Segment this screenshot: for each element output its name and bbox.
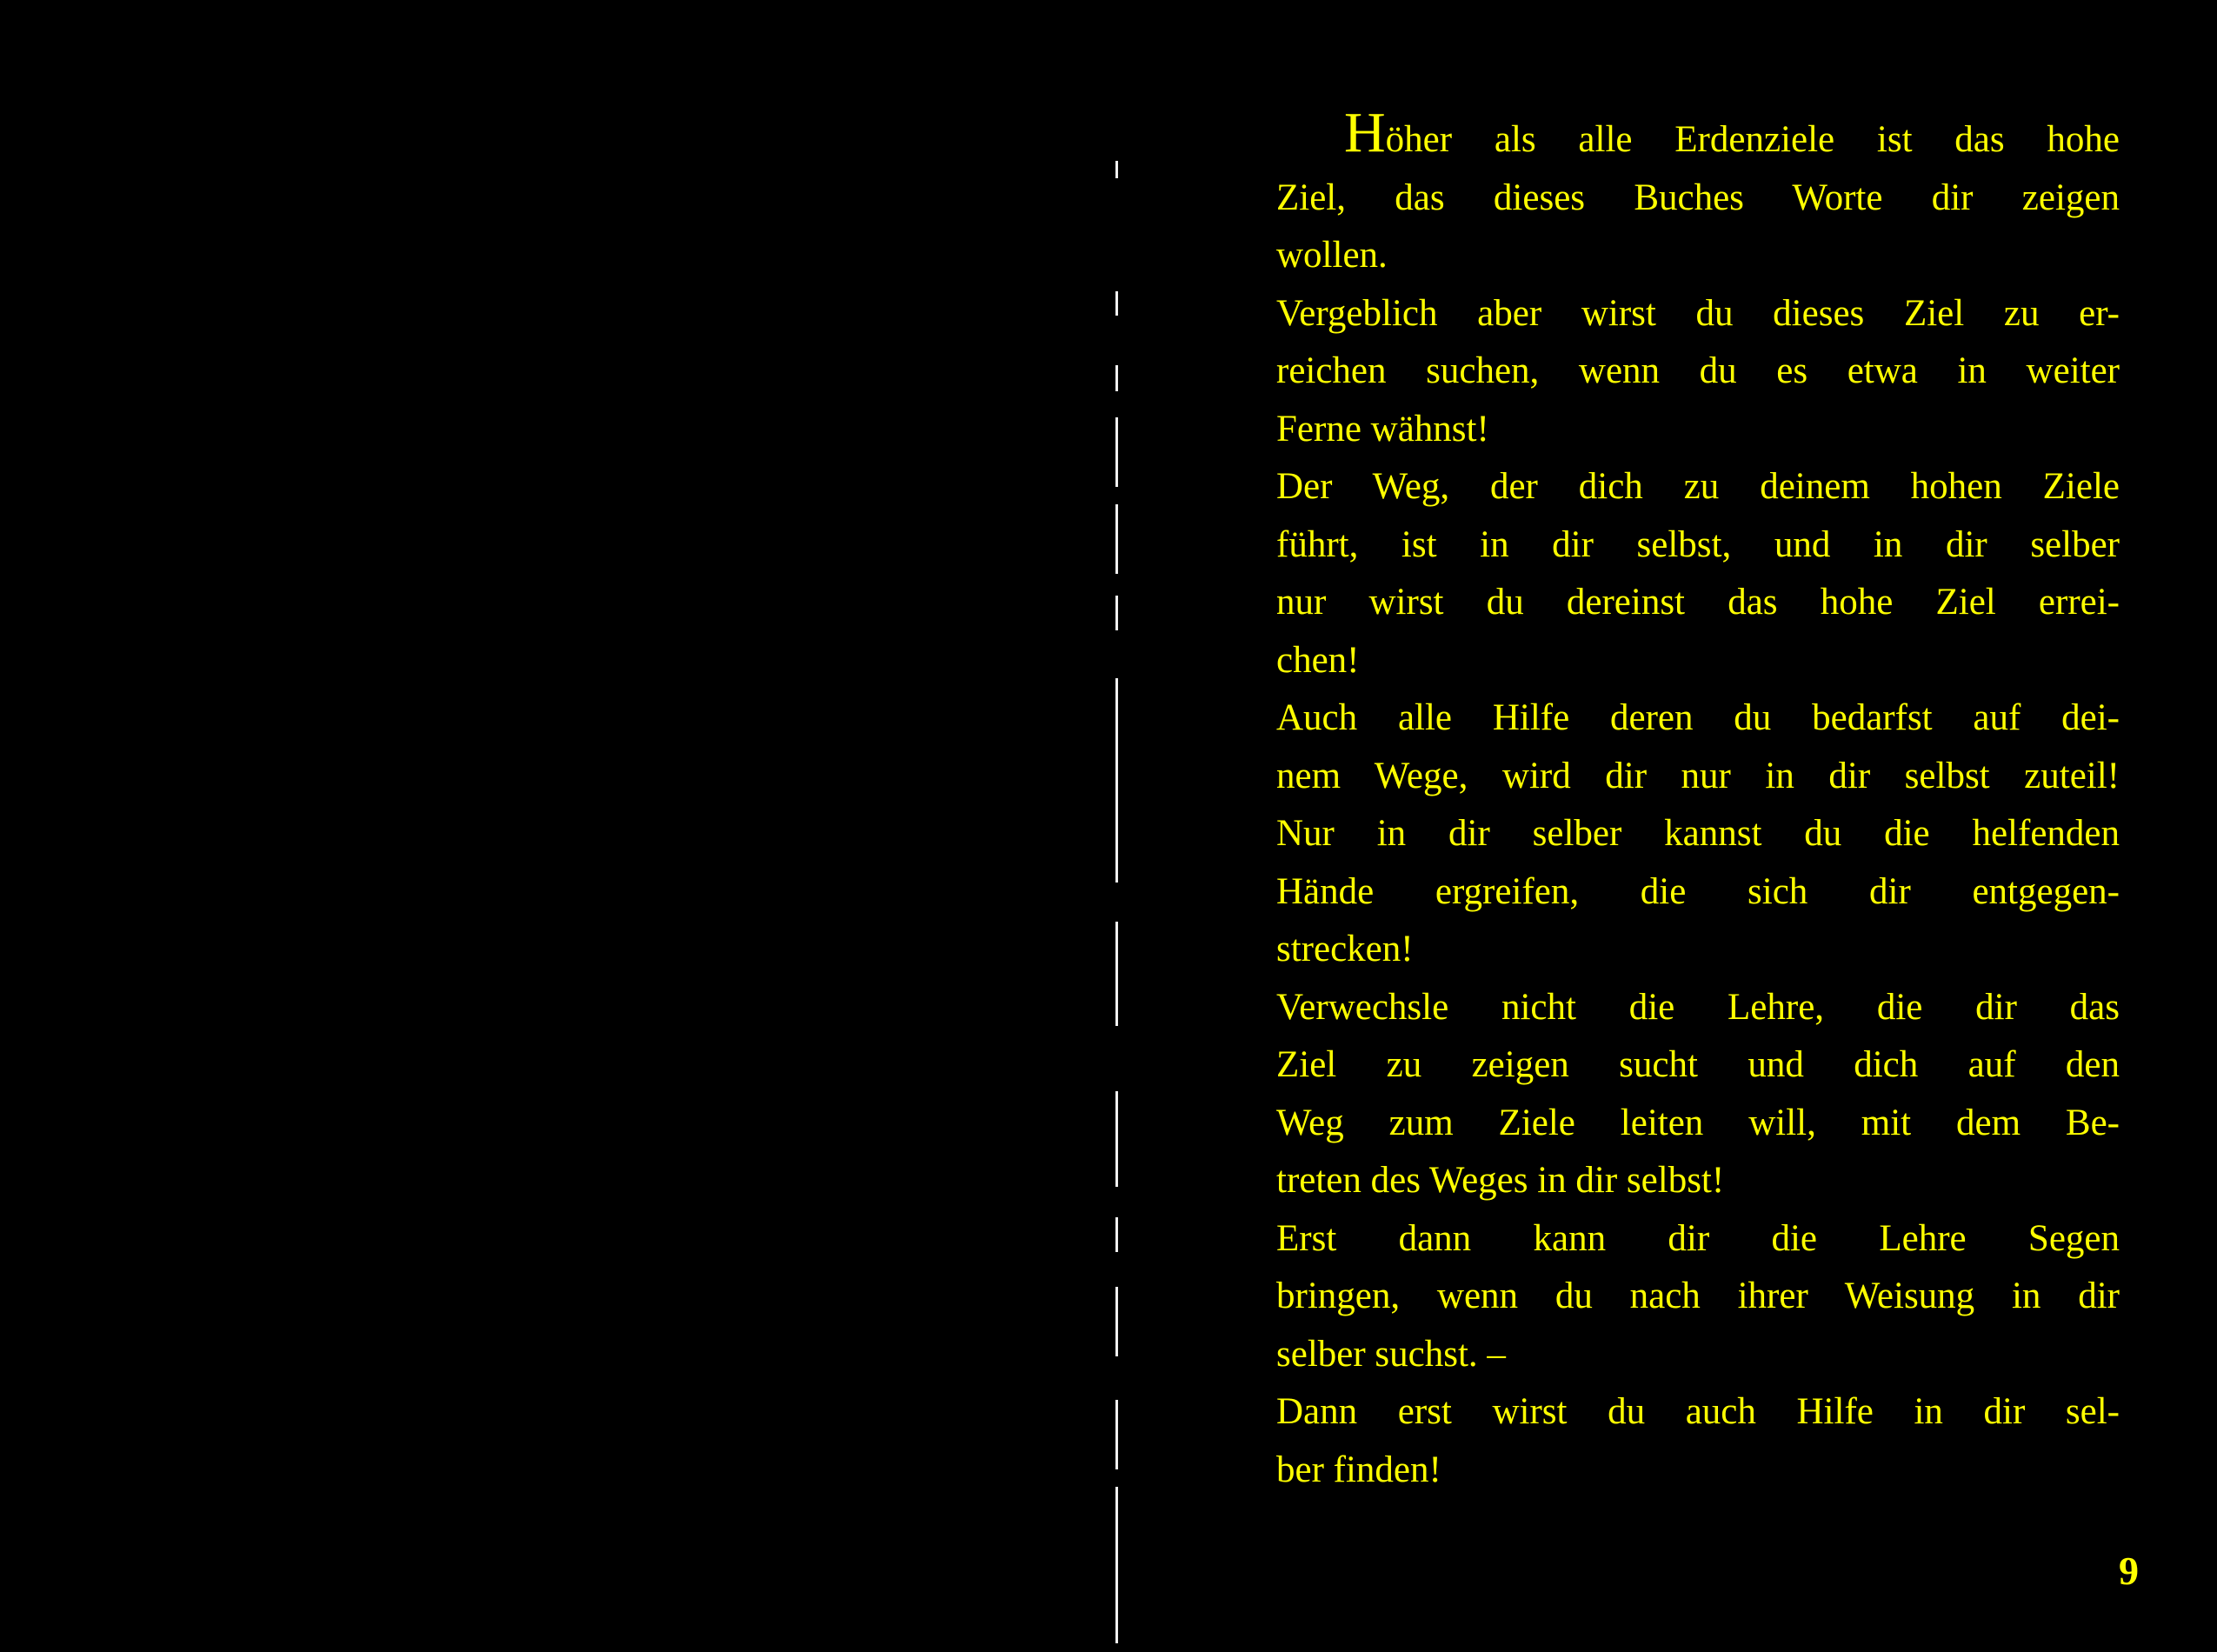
text-line: ber finden! <box>1276 1449 1441 1490</box>
text-line: treten des Weges in dir selbst! <box>1276 1160 1725 1201</box>
text-line: Hände ergreifen, die sich dir entgegen- <box>1276 870 2120 912</box>
text-line: nem Wege, wird dir nur in dir selbst zuteil! <box>1276 755 2120 796</box>
text-line: chen! <box>1276 639 1360 681</box>
text-line: Erst dann kann dir die Lehre Segen <box>1276 1217 2120 1259</box>
text-line: führt, ist in dir selbst, und in dir selber <box>1276 523 2120 565</box>
text-line: Ziel zu zeigen sucht und dich auf den <box>1276 1044 2120 1085</box>
page-number: 9 <box>2119 1549 2139 1593</box>
text-line: Vergeblich aber wirst du dieses Ziel zu er- <box>1276 292 2120 334</box>
book-gutter <box>1115 0 1131 1652</box>
text-line: Verwechsle nicht die Lehre, die dir das <box>1276 986 2120 1028</box>
drop-cap: H <box>1344 101 1386 164</box>
text-line: Weg zum Ziele leiten will, mit dem Be- <box>1276 1102 2120 1143</box>
body-text <box>1276 101 2120 1499</box>
text-line: Ferne wähnst! <box>1276 408 1489 450</box>
text-line: Der Weg, der dich zu deinem hohen Ziele <box>1276 466 2120 507</box>
text-line: bringen, wenn du nach ihrer Weisung in dir <box>1276 1276 2120 1316</box>
text-line: Dann erst wirst du auch Hilfe in dir sel- <box>1276 1391 2120 1432</box>
text-line: wollen. <box>1276 235 1388 276</box>
text-line: Höher als alle Erdenziele ist das hohe <box>1344 101 2120 164</box>
text-line: reichen suchen, wenn du es etwa in weiter <box>1276 350 2120 391</box>
text-line: Nur in dir selber kannst du die helfenden <box>1276 813 2120 854</box>
text-line: Ziel, das dieses Buches Worte dir zeigen <box>1276 177 2120 218</box>
text-line: selber suchst. – <box>1276 1333 1506 1375</box>
text-line: nur wirst du dereinst das hohe Ziel errei- <box>1276 582 2120 623</box>
text-line: Auch alle Hilfe deren du bedarfst auf dei- <box>1276 697 2120 738</box>
text-line: strecken! <box>1276 929 1414 969</box>
